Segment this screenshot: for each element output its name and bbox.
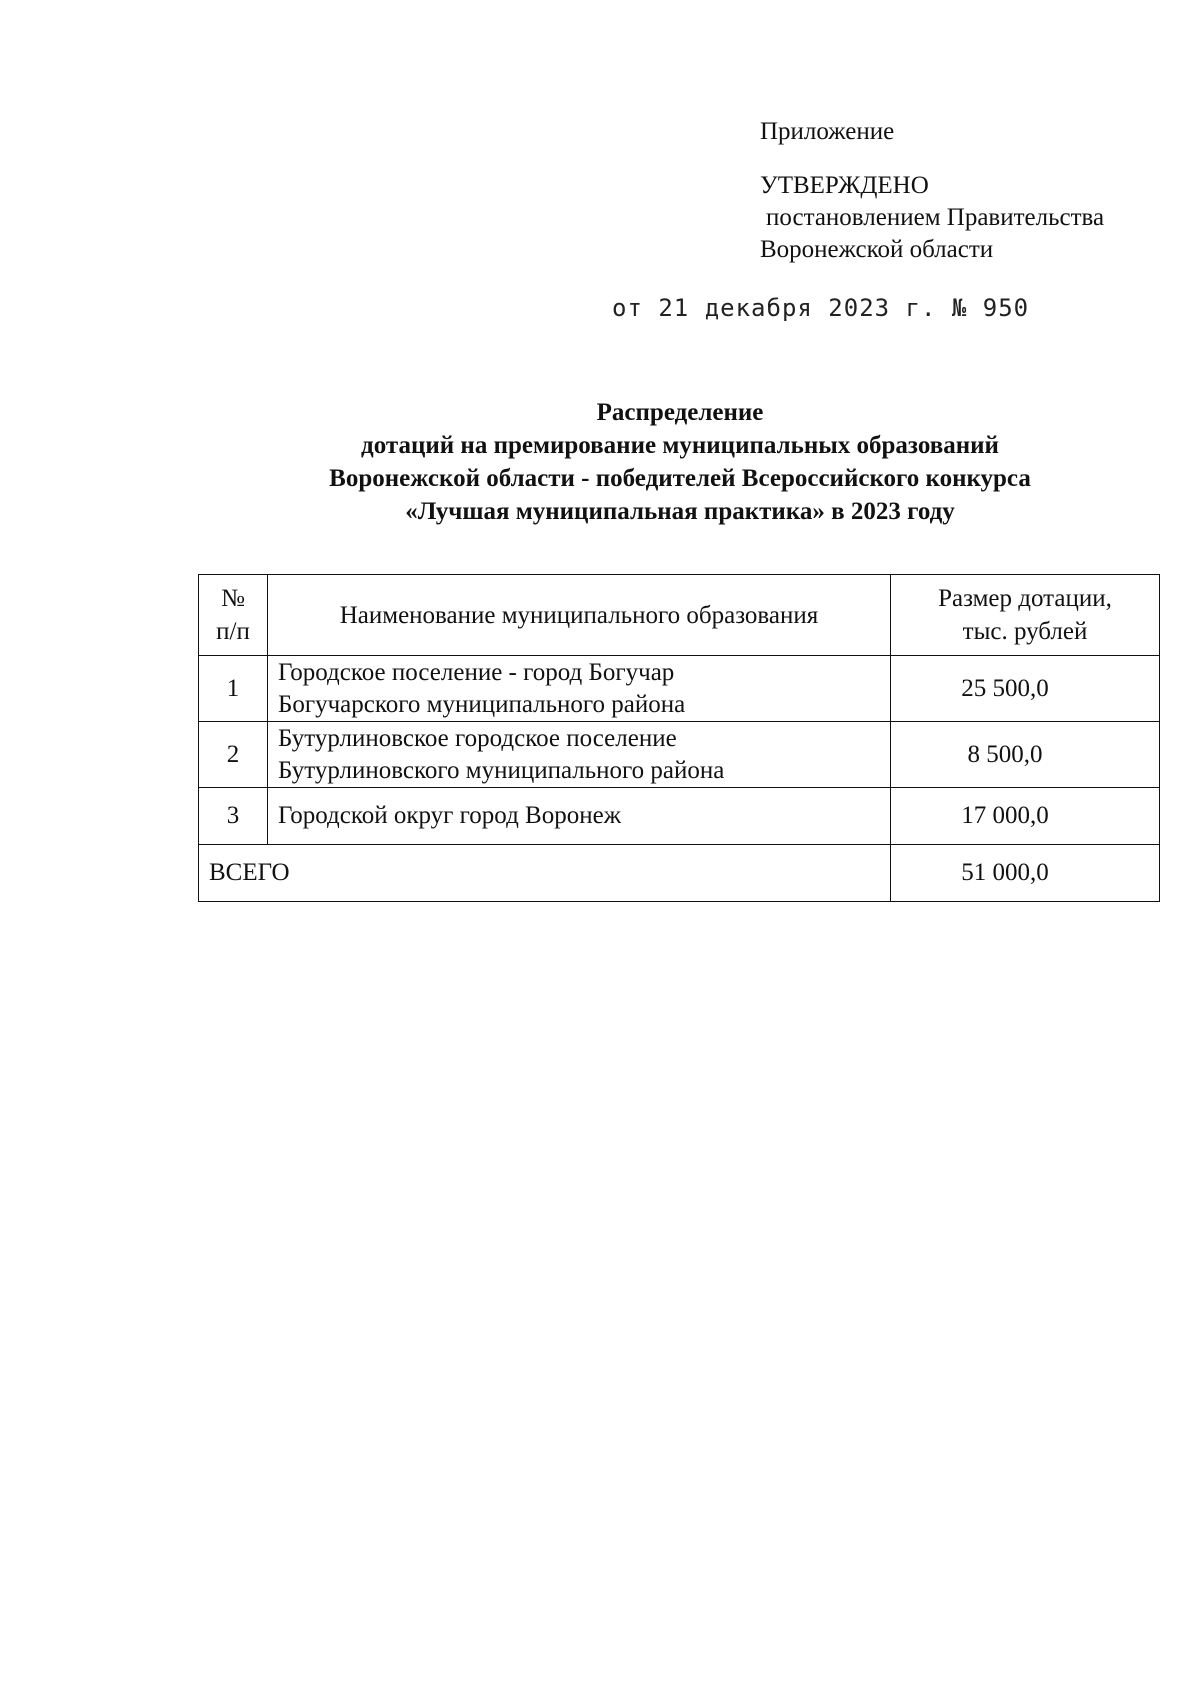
row-municipality-line-1: Городской округ город Воронеж — [278, 802, 621, 829]
approved-label: УТВЕРЖДЕНО — [760, 172, 929, 199]
table-total-row — [199, 845, 1160, 902]
row-municipality — [268, 722, 891, 788]
title-line-2: дотаций на премирование муниципальных образований — [361, 432, 999, 459]
row-amount-value: 8 500,0 — [967, 740, 1043, 768]
decree-text: постановлением Правительства — [766, 204, 1105, 231]
row-municipality — [268, 656, 891, 722]
row-amount — [891, 722, 1160, 788]
appendix-label: Приложение — [760, 118, 895, 145]
row-municipality-line-1: Городское поселение - город Богучар — [278, 658, 675, 686]
row-amount — [891, 656, 1160, 722]
table-row — [199, 656, 1160, 722]
total-amount-value: 51 000,0 — [961, 859, 1049, 886]
subsidy-table — [198, 574, 1160, 902]
row-amount-value: 17 000,0 — [961, 802, 1049, 829]
header-number — [199, 575, 268, 656]
row-municipality-line-2: Бутурлиновского муниципального района — [278, 756, 725, 784]
row-municipality-line-2: Богучарского муниципального района — [278, 690, 686, 718]
row-municipality — [268, 788, 891, 845]
approval-block — [760, 116, 1104, 266]
header-subsidy-amount — [891, 575, 1160, 656]
row-amount — [891, 788, 1160, 845]
header-amount-line-1: Размер дотации, — [938, 585, 1112, 612]
row-number: 3 — [199, 788, 268, 845]
row-number: 2 — [199, 722, 268, 788]
title-line-1: Распределение — [596, 399, 764, 426]
total-amount — [891, 845, 1160, 902]
title-line-3: Воронежской области - победителей Всероссийского конкурса — [329, 465, 1031, 492]
total-label: ВСЕГО — [199, 845, 891, 902]
row-number: 1 — [199, 656, 268, 722]
table-row — [199, 722, 1160, 788]
row-amount-value: 25 500,0 — [961, 674, 1049, 702]
header-amount-line-2: тыс. рублей — [962, 618, 1088, 645]
region-text: Воронежской области — [760, 236, 994, 263]
title-line-4: «Лучшая муниципальная практика» в 2023 году — [405, 498, 955, 525]
document-title — [180, 396, 1180, 528]
header-number-symbol: № — [221, 585, 245, 612]
decree-date-number: от 21 декабря 2023 г. № 950 — [612, 294, 1030, 322]
header-municipality-name: Наименование муниципального образования — [268, 575, 891, 656]
table-header-row — [199, 575, 1160, 656]
row-municipality-line-1: Бутурлиновское городское поселение — [278, 724, 677, 752]
table-row — [199, 788, 1160, 845]
header-number-abbr: п/п — [216, 618, 250, 645]
